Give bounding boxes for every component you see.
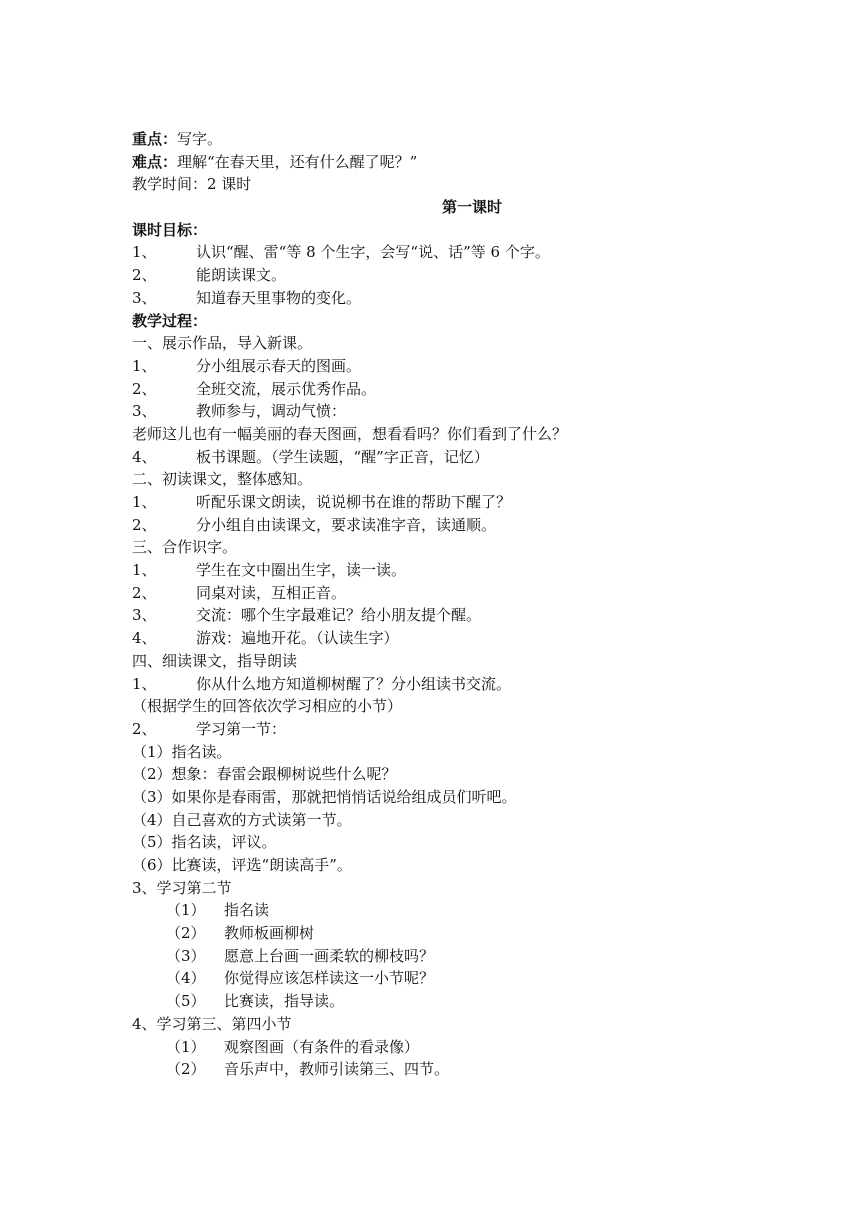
text-line: 四、细读课文，指导朗读 <box>132 651 298 670</box>
item-text: 知道春天里事物的变化。 <box>196 288 362 307</box>
sub-item <box>132 967 732 990</box>
item-text: 认识“醒、雷“等 8 个生字，会写“说、话”等 6 个字。 <box>196 243 550 262</box>
text-line: 3、学习第二节 <box>132 878 232 897</box>
item-text: 全班交流，展示优秀作品。 <box>196 379 377 398</box>
item-number: 4、 <box>132 447 157 466</box>
key-point-line <box>132 128 732 151</box>
item-text: 你从什么地方知道柳树醒了？分小组读书交流。 <box>196 674 512 693</box>
item-number: 1、 <box>132 356 157 375</box>
numbered-item <box>132 582 732 605</box>
sub-item <box>132 899 732 922</box>
sub-item-text: 音乐声中，教师引读第三、四节。 <box>224 1060 450 1079</box>
item-number: 3、 <box>132 402 157 421</box>
item-number: 1、 <box>132 674 157 693</box>
numbered-item <box>132 627 732 650</box>
sub-item-text: 愿意上台画一画柔软的柳枝吗？ <box>224 946 435 965</box>
sub-item-text: 你觉得应该怎样读这一小节呢？ <box>224 969 435 988</box>
item-text: 板书课题。（学生读题，“醒”字正音，记忆） <box>196 447 489 466</box>
item-text: 分小组自由读课文，要求读准字音，读通顺。 <box>196 515 497 534</box>
numbered-item <box>132 378 732 401</box>
numbered-item <box>132 287 732 310</box>
key-point-text: 理解“在春天里，还有什么醒了呢？” <box>177 152 418 171</box>
key-point-line <box>132 151 732 174</box>
section-heading: 第一课时 <box>441 198 502 217</box>
numbered-item <box>132 241 732 264</box>
text-line: 二、初读课文，整体感知。 <box>132 470 313 489</box>
text-line: 老师这儿也有一幅美丽的春天图画，想看看吗？你们看到了什么？ <box>132 424 568 443</box>
text-line: （6）比赛读，评选“朗读高手”。 <box>132 856 352 874</box>
item-text: 听配乐课文朗读，说说柳书在谁的帮助下醒了？ <box>196 493 512 511</box>
sub-item <box>132 922 732 945</box>
item-text: 游戏：遍地开花。（认读生字） <box>196 629 399 648</box>
numbered-item <box>132 604 732 627</box>
sub-item <box>132 945 732 968</box>
sub-item <box>132 990 732 1013</box>
item-number: 2、 <box>132 583 157 602</box>
text-line: （4）自己喜欢的方式读第一节。 <box>132 810 352 829</box>
text-line: 一、展示作品，导入新课。 <box>132 334 313 353</box>
text-line: 4、学习第三、第四小节 <box>132 1014 292 1033</box>
item-text: 学习第一节： <box>196 719 287 738</box>
sub-item-text: 观察图画（有条件的看录像） <box>224 1037 420 1056</box>
sub-item-number: （2） <box>166 924 206 943</box>
item-number: 1、 <box>132 243 157 262</box>
item-number: 1、 <box>132 493 157 511</box>
sub-item-number: （4） <box>166 969 206 988</box>
numbered-item <box>132 355 732 378</box>
subsection-heading: 课时目标： <box>132 220 208 239</box>
text-line: 三、合作识字。 <box>132 538 238 557</box>
item-number: 2、 <box>132 515 157 534</box>
text-line: （5）指名读，评议。 <box>132 833 277 852</box>
lesson-plan-body <box>132 128 732 1081</box>
item-number: 2、 <box>132 719 157 738</box>
sub-item-text: 指名读 <box>224 901 270 920</box>
key-point-text: 写字。 <box>177 130 223 148</box>
item-number: 3、 <box>132 606 157 625</box>
key-point-label: 重点： <box>132 130 178 148</box>
sub-item <box>132 1036 732 1059</box>
item-text: 能朗读课文。 <box>196 266 287 285</box>
numbered-item <box>132 514 732 537</box>
item-text: 教师参与，调动气愤： <box>196 402 347 421</box>
sub-item-text: 教师板画柳树 <box>224 924 315 943</box>
item-number: 3、 <box>132 288 157 307</box>
text-line: （根据学生的回答依次学习相应的小节） <box>132 697 403 716</box>
sub-item <box>132 1058 732 1081</box>
sub-item-number: （1） <box>166 1037 206 1056</box>
sub-item-number: （2） <box>166 1060 206 1079</box>
sub-item-number: （1） <box>166 901 206 920</box>
item-number: 2、 <box>132 379 157 398</box>
text-line: （2）想象：春雷会跟柳树说些什么呢？ <box>132 765 397 784</box>
text-line: 教学时间：2 课时 <box>132 175 252 194</box>
numbered-item <box>132 264 732 287</box>
sub-item-number: （3） <box>166 946 206 965</box>
item-number: 2、 <box>132 266 157 285</box>
item-text: 学生在文中圈出生字，读一读。 <box>196 561 407 580</box>
numbered-item <box>132 446 732 469</box>
item-text: 同桌对读，互相正音。 <box>196 583 347 602</box>
numbered-item <box>132 400 732 423</box>
subsection-heading: 教学过程： <box>132 311 208 330</box>
item-number: 4、 <box>132 629 157 648</box>
text-line: （3）如果你是春雨雷，那就把悄悄话说给组成员们听吧。 <box>132 787 517 806</box>
sub-item-text: 比赛读，指导读。 <box>224 992 345 1011</box>
text-line: （1）指名读。 <box>132 742 232 761</box>
numbered-item <box>132 491 732 514</box>
item-text: 分小组展示春天的图画。 <box>196 356 362 375</box>
item-text: 交流：哪个生字最难记？给小朋友提个醒。 <box>196 606 482 625</box>
numbered-item <box>132 673 732 696</box>
item-number: 1、 <box>132 561 157 580</box>
numbered-item <box>132 718 732 741</box>
sub-item-number: （5） <box>166 992 206 1011</box>
numbered-item <box>132 559 732 582</box>
key-point-label: 难点： <box>132 152 178 171</box>
